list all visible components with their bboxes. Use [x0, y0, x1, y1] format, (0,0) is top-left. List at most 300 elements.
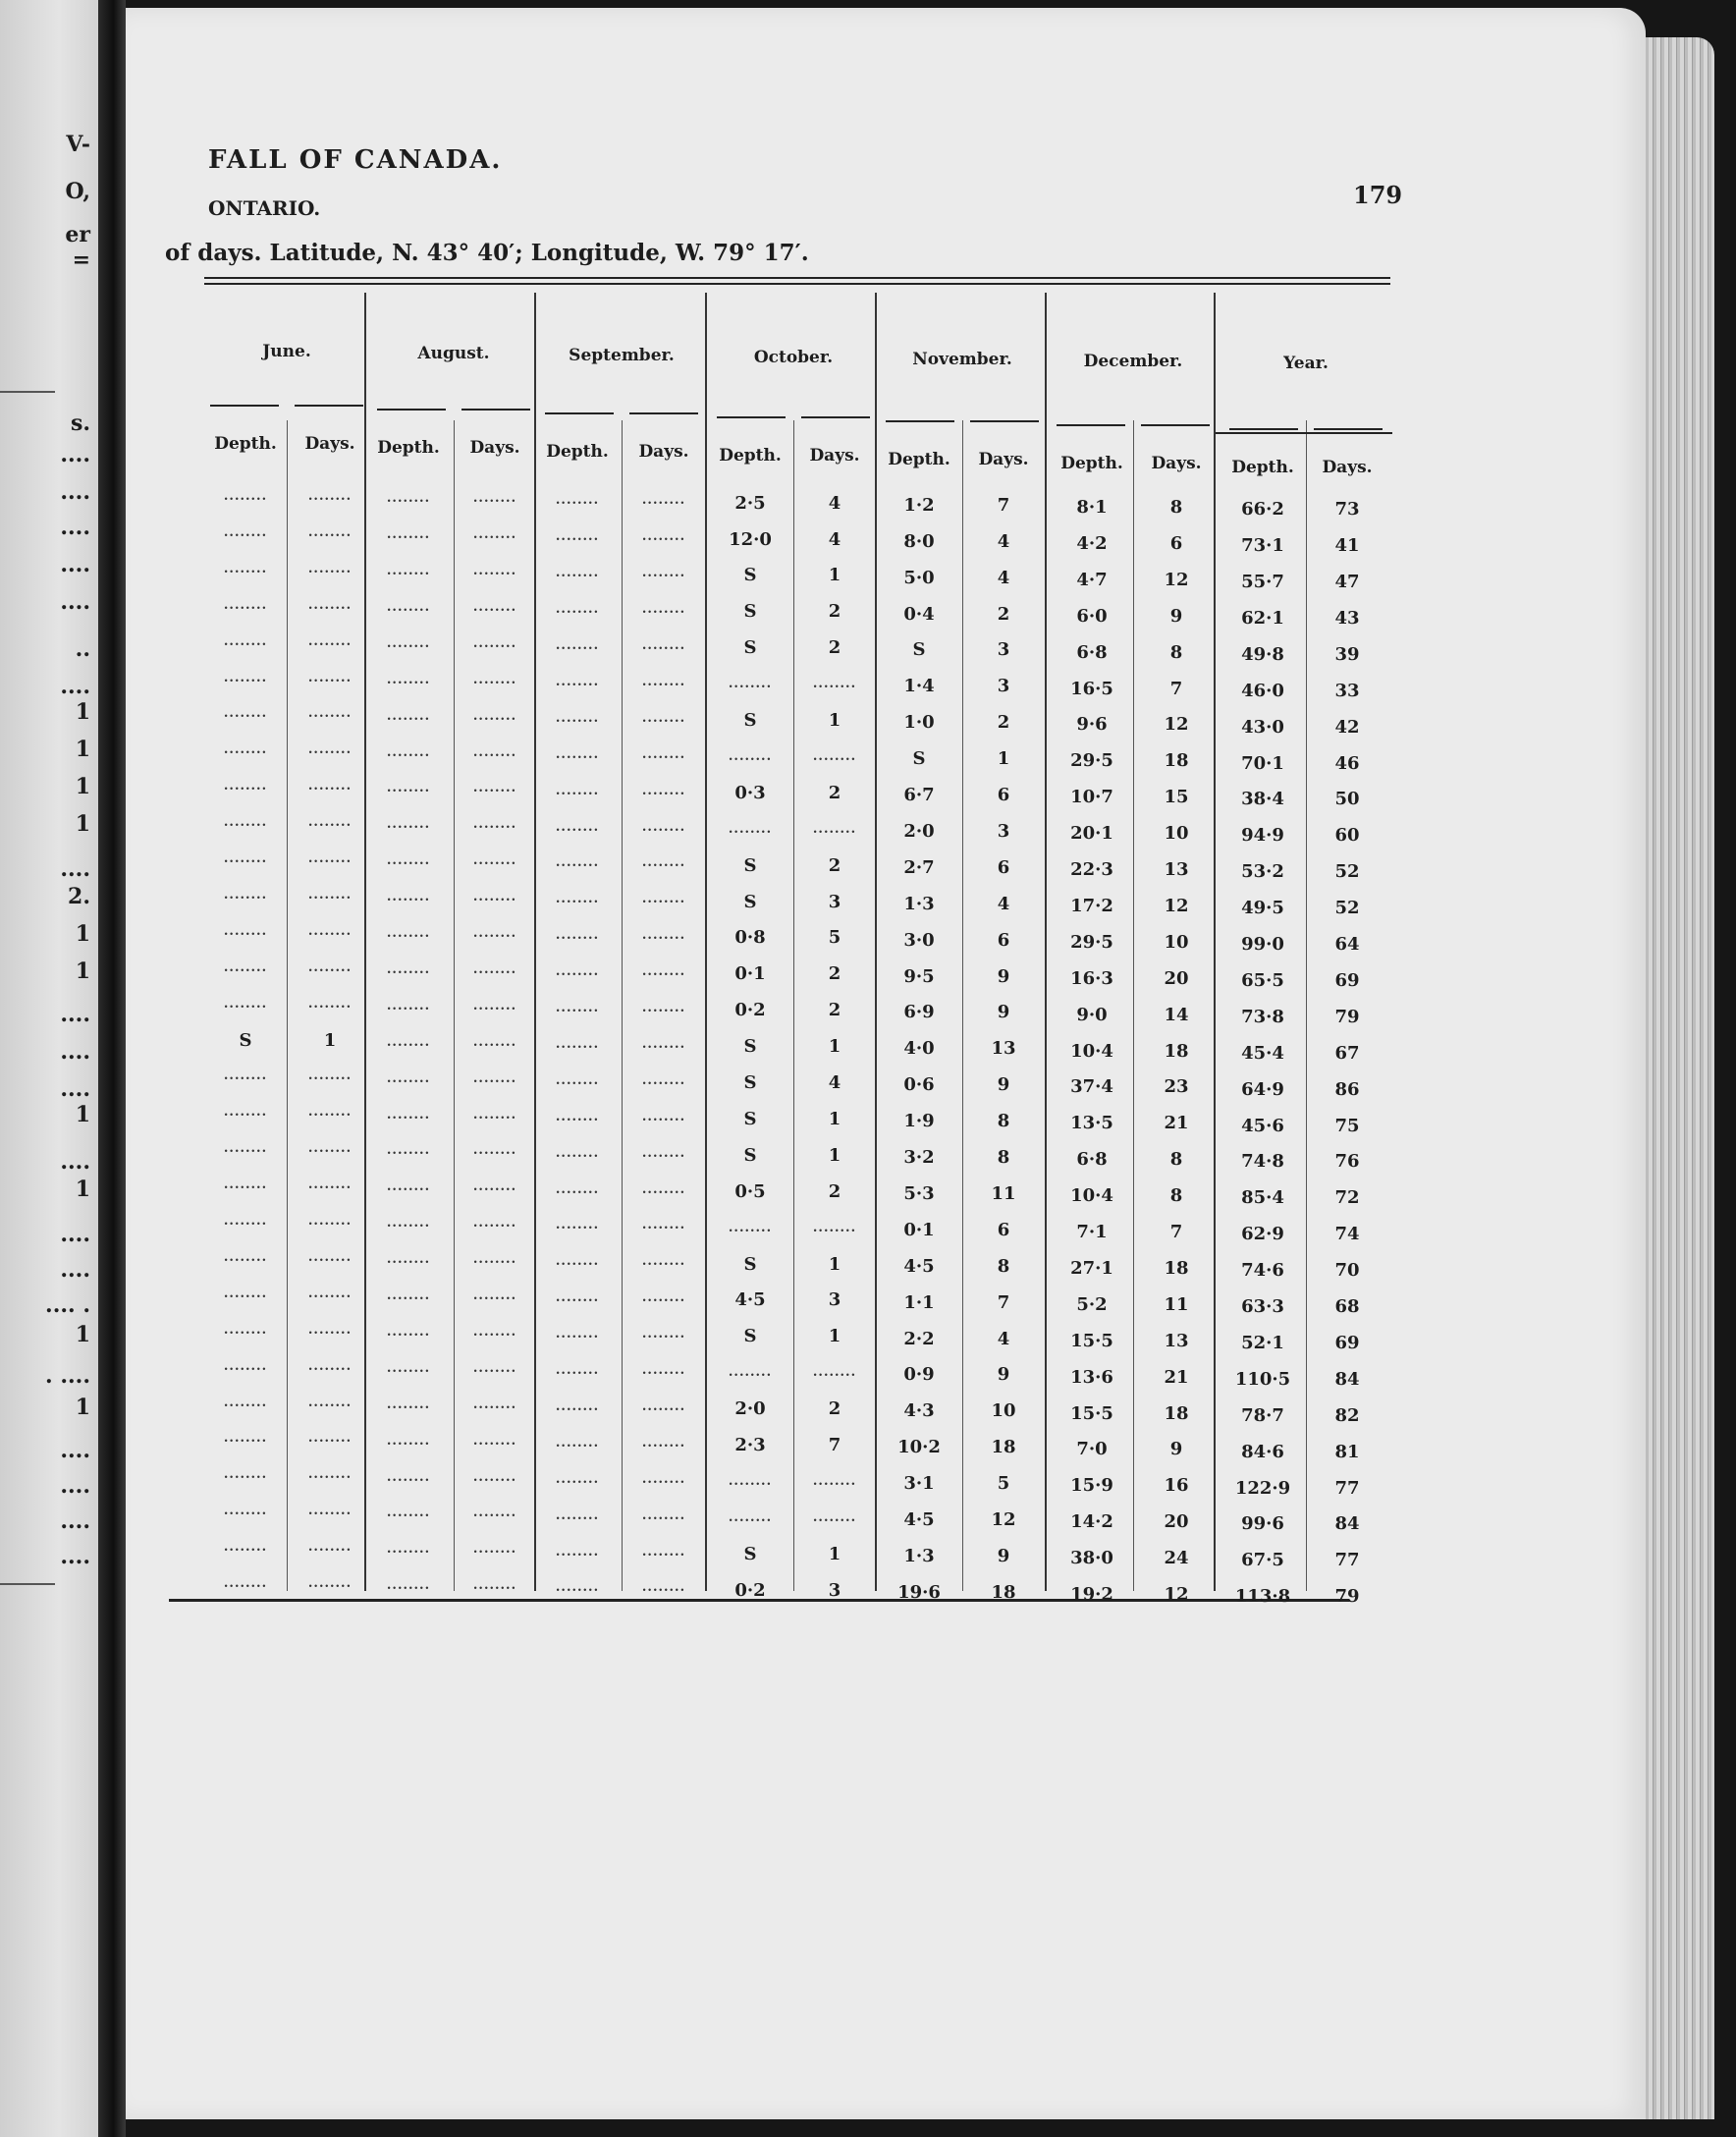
days-value: 42: [1334, 716, 1360, 738]
left-page-fragment: . ....: [45, 1363, 90, 1389]
empty-cell: ........: [472, 1107, 517, 1123]
empty-cell: ........: [555, 1363, 600, 1378]
empty-cell: ........: [555, 783, 600, 798]
empty-cell: ........: [472, 1252, 517, 1268]
left-page-fragment: O,: [65, 179, 90, 204]
month-header: August.: [417, 344, 490, 363]
empty-cell: ........: [223, 1105, 268, 1121]
page-number: 179: [1353, 181, 1403, 209]
month-header: December.: [1083, 352, 1183, 371]
depth-value: 7·0: [1076, 1439, 1108, 1460]
depth-value: S: [743, 854, 757, 876]
empty-cell: ........: [641, 1580, 686, 1596]
book-page: [126, 8, 1646, 2119]
empty-cell: ........: [555, 1327, 600, 1342]
depth-value: 4·7: [1076, 569, 1108, 590]
empty-cell: ........: [386, 1433, 431, 1449]
days-value: 75: [1334, 1115, 1360, 1136]
depth-value: 17·2: [1070, 895, 1113, 916]
depth-value: 19·2: [1070, 1584, 1113, 1605]
left-page-fragment: ....: [60, 1508, 90, 1534]
empty-cell: ........: [307, 1395, 353, 1410]
days-value: 7: [997, 494, 1010, 516]
empty-cell: ........: [307, 1178, 353, 1193]
depth-value: 4·5: [903, 1509, 935, 1530]
depth-value: 0·1: [903, 1219, 935, 1240]
depth-value: S: [743, 1144, 757, 1166]
top-double-rule-2: [204, 283, 1390, 285]
days-value: 12: [1164, 1584, 1189, 1605]
days-value: 64: [1334, 934, 1360, 955]
days-value: 21: [1164, 1366, 1189, 1388]
empty-cell: ........: [641, 1181, 686, 1197]
days-value: 1: [828, 1108, 841, 1129]
empty-cell: ........: [223, 1504, 268, 1519]
empty-cell: ........: [223, 996, 268, 1012]
empty-cell: ........: [472, 1469, 517, 1485]
left-page-fragment: 1: [75, 1395, 90, 1420]
empty-cell: ........: [641, 1145, 686, 1161]
empty-cell: ........: [307, 1141, 353, 1157]
days-value: 1: [323, 1029, 337, 1051]
empty-cell: ........: [641, 710, 686, 726]
days-value: 21: [1164, 1113, 1189, 1134]
days-value: 2: [997, 712, 1010, 734]
left-page-fragment: 2.: [68, 884, 90, 909]
depth-value: 15·5: [1070, 1330, 1113, 1351]
days-value: 69: [1334, 969, 1360, 991]
empty-cell: ........: [641, 1109, 686, 1124]
empty-cell: ........: [641, 602, 686, 618]
empty-cell: ........: [555, 855, 600, 871]
depth-value: 1·2: [903, 494, 935, 516]
depth-value: 99·0: [1241, 934, 1284, 955]
month-header: June.: [262, 342, 311, 361]
days-value: 82: [1334, 1404, 1360, 1426]
depth-value: 64·9: [1241, 1078, 1284, 1100]
empty-cell: ........: [728, 1509, 773, 1525]
empty-cell: ........: [555, 1181, 600, 1197]
depth-value: 49·8: [1241, 643, 1284, 665]
empty-cell: ........: [307, 851, 353, 866]
province-heading: ONTARIO.: [208, 196, 321, 220]
header-underline: [970, 420, 1039, 422]
days-value: 18: [991, 1437, 1016, 1458]
running-title: FALL OF CANADA.: [208, 145, 503, 175]
depth-value: S: [743, 1543, 757, 1564]
empty-cell: ........: [223, 815, 268, 831]
empty-cell: ........: [472, 491, 517, 507]
empty-cell: ........: [223, 887, 268, 903]
left-page-fragment: s.: [70, 411, 90, 436]
depth-value: 16·3: [1070, 967, 1113, 989]
days-value: 11: [1164, 1293, 1189, 1315]
header-underline: [377, 409, 446, 411]
empty-cell: ........: [386, 853, 431, 869]
days-value: 52: [1334, 861, 1360, 883]
left-page-fragment: ....: [60, 674, 90, 699]
depth-subheader: Depth.: [888, 450, 950, 469]
days-value: 24: [1164, 1548, 1189, 1569]
left-page-fragment: er: [65, 222, 90, 247]
empty-cell: ........: [386, 635, 431, 651]
empty-cell: ........: [555, 819, 600, 835]
depth-value: 0·3: [734, 782, 766, 803]
header-underline: [801, 416, 870, 418]
empty-cell: ........: [223, 1322, 268, 1338]
empty-cell: ........: [386, 744, 431, 760]
depth-value: 2·0: [903, 820, 935, 842]
days-value: 3: [997, 639, 1010, 661]
days-value: 6: [1169, 532, 1183, 554]
left-page-fragment: ....: [60, 1257, 90, 1283]
days-value: 6: [997, 1219, 1010, 1240]
depth-value: 12·0: [729, 528, 772, 550]
empty-cell: ........: [472, 961, 517, 977]
empty-cell: ........: [223, 1467, 268, 1483]
days-value: 8: [1169, 497, 1183, 518]
depth-subheader: Depth.: [377, 438, 440, 458]
empty-cell: ........: [555, 674, 600, 689]
days-subheader: Days.: [809, 446, 860, 466]
days-value: 6: [997, 929, 1010, 951]
left-page-fragment: ....: [60, 1149, 90, 1175]
depth-value: 65·5: [1241, 969, 1284, 991]
depth-value: 2·3: [734, 1435, 766, 1455]
left-page-fragment: ....: [60, 442, 90, 467]
empty-cell: ........: [386, 1506, 431, 1521]
depth-value: S: [743, 1072, 757, 1093]
days-value: 81: [1334, 1441, 1360, 1462]
depth-subheader: Depth.: [546, 442, 609, 462]
empty-cell: ........: [386, 890, 431, 905]
empty-cell: ........: [386, 1107, 431, 1123]
depth-value: 38·0: [1070, 1548, 1113, 1569]
empty-cell: ........: [307, 1249, 353, 1265]
days-value: 8: [997, 1147, 1010, 1168]
depth-value: 7·1: [1076, 1222, 1108, 1242]
empty-cell: ........: [555, 1580, 600, 1596]
depth-value: 62·9: [1241, 1224, 1284, 1245]
empty-cell: ........: [555, 529, 600, 545]
days-value: 39: [1334, 643, 1360, 665]
days-value: 1: [828, 1036, 841, 1058]
days-value: 1: [828, 1144, 841, 1166]
empty-cell: ........: [641, 1072, 686, 1088]
empty-cell: ........: [307, 996, 353, 1012]
empty-cell: ........: [555, 892, 600, 907]
days-value: 13: [991, 1038, 1016, 1060]
days-value: 8: [1169, 641, 1183, 663]
month-header: October.: [753, 348, 834, 367]
header-underline: [717, 416, 786, 418]
empty-cell: ........: [641, 928, 686, 944]
header-rule: [1216, 432, 1392, 434]
empty-cell: ........: [812, 748, 857, 764]
days-value: 13: [1164, 859, 1189, 880]
depth-value: 10·4: [1070, 1185, 1113, 1207]
depth-value: 45·6: [1241, 1115, 1284, 1136]
left-page-fragment: 1: [75, 699, 90, 725]
depth-value: 10·2: [897, 1437, 941, 1458]
days-value: 20: [1164, 967, 1189, 989]
days-value: 2: [828, 1180, 841, 1202]
depth-value: 3·0: [903, 929, 935, 951]
month-separator: [875, 293, 877, 1591]
depth-value: S: [743, 1253, 757, 1275]
empty-cell: ........: [223, 1431, 268, 1447]
depth-value: 29·5: [1070, 931, 1113, 953]
empty-cell: ........: [641, 1544, 686, 1560]
left-page-rule: [0, 1583, 55, 1585]
empty-cell: ........: [641, 1001, 686, 1015]
left-page-fragment: ....: [60, 1438, 90, 1463]
depth-value: 46·0: [1241, 680, 1284, 701]
empty-cell: ........: [472, 817, 517, 833]
empty-cell: ........: [641, 783, 686, 798]
days-value: 2: [828, 782, 841, 803]
empty-cell: ........: [386, 1324, 431, 1340]
left-page-fragment: 1: [75, 921, 90, 947]
days-value: 10: [991, 1400, 1016, 1422]
month-header: Year.: [1283, 354, 1329, 373]
depth-subheader: Depth.: [719, 446, 782, 466]
depth-subheader: Depth.: [1060, 454, 1123, 473]
empty-cell: ........: [728, 821, 773, 837]
depth-value: 6·8: [1076, 1149, 1108, 1171]
days-value: 77: [1334, 1477, 1360, 1499]
days-value: 3: [828, 1579, 841, 1601]
empty-cell: ........: [307, 1105, 353, 1121]
empty-cell: ........: [472, 1433, 517, 1449]
days-value: 18: [1164, 1257, 1189, 1279]
depth-value: 9·6: [1076, 714, 1108, 736]
empty-cell: ........: [307, 923, 353, 939]
days-value: 9: [1169, 1439, 1183, 1460]
depth-value: 0·9: [903, 1364, 935, 1386]
days-value: 8: [1169, 1185, 1183, 1207]
empty-cell: ........: [641, 1327, 686, 1342]
empty-cell: ........: [641, 964, 686, 980]
empty-cell: ........: [472, 1070, 517, 1086]
empty-cell: ........: [386, 527, 431, 543]
left-page-fragment: 1: [75, 1322, 90, 1347]
left-page-fragment: 1: [75, 1102, 90, 1127]
empty-cell: ........: [472, 1216, 517, 1232]
days-value: 4: [828, 1072, 841, 1093]
days-subheader: Days.: [469, 438, 520, 458]
empty-cell: ........: [386, 961, 431, 977]
depth-value: 4·2: [1076, 532, 1108, 554]
depth-value: 6·0: [1076, 605, 1108, 627]
left-page-fragment: ....: [60, 1076, 90, 1102]
empty-cell: ........: [555, 1072, 600, 1088]
empty-cell: ........: [307, 489, 353, 504]
days-value: 79: [1334, 1586, 1360, 1608]
empty-cell: ........: [812, 1365, 857, 1381]
depth-value: 15·9: [1070, 1475, 1113, 1497]
empty-cell: ........: [472, 1179, 517, 1195]
days-value: 50: [1334, 789, 1360, 810]
depth-value: 66·2: [1241, 499, 1284, 521]
left-page-fragment: V-: [66, 132, 90, 157]
depth-value: 1·4: [903, 676, 935, 697]
empty-cell: ........: [728, 1365, 773, 1381]
book-gutter: [98, 0, 126, 2137]
days-value: 10: [1164, 823, 1189, 845]
days-value: 5: [828, 927, 841, 949]
empty-cell: ........: [472, 890, 517, 905]
left-page-fragment: ....: [60, 1039, 90, 1065]
empty-cell: ........: [472, 1397, 517, 1412]
depth-value: 10·7: [1070, 787, 1113, 808]
depth-value: 5·3: [903, 1182, 935, 1204]
depth-value: S: [743, 710, 757, 731]
depth-value: 70·1: [1241, 752, 1284, 774]
empty-cell: ........: [386, 926, 431, 941]
depth-value: 2·5: [734, 492, 766, 514]
empty-cell: ........: [641, 493, 686, 509]
days-value: 4: [997, 567, 1010, 588]
depth-value: 0·8: [734, 927, 766, 949]
empty-cell: ........: [641, 1363, 686, 1378]
days-value: 77: [1334, 1550, 1360, 1571]
empty-cell: ........: [641, 819, 686, 835]
days-value: 7: [1169, 1222, 1183, 1242]
days-value: 12: [1164, 895, 1189, 916]
empty-cell: ........: [386, 817, 431, 833]
empty-cell: ........: [386, 1252, 431, 1268]
depth-value: 22·3: [1070, 859, 1113, 880]
empty-cell: ........: [307, 1504, 353, 1519]
empty-cell: ........: [386, 1360, 431, 1376]
left-page-fragment: ....: [60, 479, 90, 505]
empty-cell: ........: [223, 1576, 268, 1591]
days-value: 3: [997, 676, 1010, 697]
left-page-fragment: 1: [75, 737, 90, 762]
empty-cell: ........: [641, 638, 686, 653]
empty-cell: ........: [641, 855, 686, 871]
days-value: 68: [1334, 1296, 1360, 1317]
days-value: 43: [1334, 607, 1360, 629]
empty-cell: ........: [472, 599, 517, 615]
depth-value: 122·9: [1234, 1477, 1291, 1499]
days-value: 84: [1334, 1368, 1360, 1390]
depth-value: S: [743, 1108, 757, 1129]
subcolumn-separator: [454, 420, 455, 1591]
empty-cell: ........: [223, 706, 268, 722]
empty-cell: ........: [555, 928, 600, 944]
empty-cell: ........: [307, 1467, 353, 1483]
subcolumn-separator: [793, 420, 794, 1591]
depth-value: 84·6: [1241, 1441, 1284, 1462]
days-value: 15: [1164, 787, 1189, 808]
days-value: 60: [1334, 825, 1360, 847]
days-value: 46: [1334, 752, 1360, 774]
days-value: 7: [997, 1291, 1010, 1313]
left-page-fragment: ....: [60, 1473, 90, 1499]
empty-cell: ........: [223, 851, 268, 866]
empty-cell: ........: [386, 491, 431, 507]
header-underline: [629, 412, 698, 414]
empty-cell: ........: [223, 633, 268, 649]
month-separator: [705, 293, 707, 1591]
empty-cell: ........: [472, 708, 517, 724]
empty-cell: ........: [223, 1286, 268, 1301]
empty-cell: ........: [307, 1431, 353, 1447]
days-value: 18: [1164, 750, 1189, 772]
empty-cell: ........: [812, 1473, 857, 1489]
left-page-fragment: ....: [60, 552, 90, 577]
days-value: 16: [1164, 1475, 1189, 1497]
days-value: 18: [1164, 1402, 1189, 1424]
empty-cell: ........: [555, 638, 600, 653]
depth-value: 5·2: [1076, 1293, 1108, 1315]
left-page-fragment: ....: [60, 1222, 90, 1247]
empty-cell: ........: [472, 564, 517, 578]
days-value: 2: [828, 601, 841, 623]
empty-cell: ........: [728, 1220, 773, 1235]
empty-cell: ........: [472, 1360, 517, 1376]
empty-cell: ........: [223, 1068, 268, 1084]
days-value: 74: [1334, 1224, 1360, 1245]
days-value: 1: [828, 1253, 841, 1275]
days-value: 86: [1334, 1078, 1360, 1100]
empty-cell: ........: [555, 1507, 600, 1523]
empty-cell: ........: [641, 892, 686, 907]
empty-cell: ........: [472, 635, 517, 651]
days-value: 9: [997, 1074, 1010, 1096]
empty-cell: ........: [472, 1288, 517, 1303]
depth-value: 1·0: [903, 712, 935, 734]
days-value: 1: [828, 565, 841, 586]
empty-cell: ........: [641, 529, 686, 545]
depth-value: 1·3: [903, 893, 935, 914]
empty-cell: ........: [812, 1509, 857, 1525]
days-value: 9: [997, 1364, 1010, 1386]
empty-cell: ........: [555, 1544, 600, 1560]
depth-value: 2·0: [734, 1398, 766, 1420]
month-separator: [1045, 293, 1047, 1591]
header-underline: [1314, 428, 1383, 430]
days-value: 9: [997, 1002, 1010, 1023]
empty-cell: ........: [555, 1435, 600, 1451]
days-value: 20: [1164, 1511, 1189, 1533]
depth-value: 53·2: [1241, 861, 1284, 883]
days-value: 72: [1334, 1187, 1360, 1209]
empty-cell: ........: [307, 1576, 353, 1591]
days-value: 8: [1169, 1149, 1183, 1171]
days-subheader: Days.: [1151, 454, 1202, 473]
subcolumn-separator: [962, 420, 963, 1591]
depth-value: 8·1: [1076, 497, 1108, 518]
depth-value: 2·7: [903, 856, 935, 878]
depth-value: 27·1: [1070, 1257, 1113, 1279]
top-double-rule-1: [204, 277, 1390, 279]
depth-value: S: [239, 1029, 252, 1051]
left-page-fragment: ....: [60, 1002, 90, 1027]
days-value: 3: [828, 1289, 841, 1311]
days-value: 3: [828, 891, 841, 912]
empty-cell: ........: [472, 998, 517, 1014]
days-value: 12: [1164, 714, 1189, 736]
depth-value: 52·1: [1241, 1332, 1284, 1353]
depth-value: 14·2: [1070, 1511, 1113, 1533]
days-value: 47: [1334, 572, 1360, 592]
empty-cell: ........: [555, 1254, 600, 1270]
depth-value: S: [743, 1326, 757, 1347]
days-value: 3: [997, 820, 1010, 842]
